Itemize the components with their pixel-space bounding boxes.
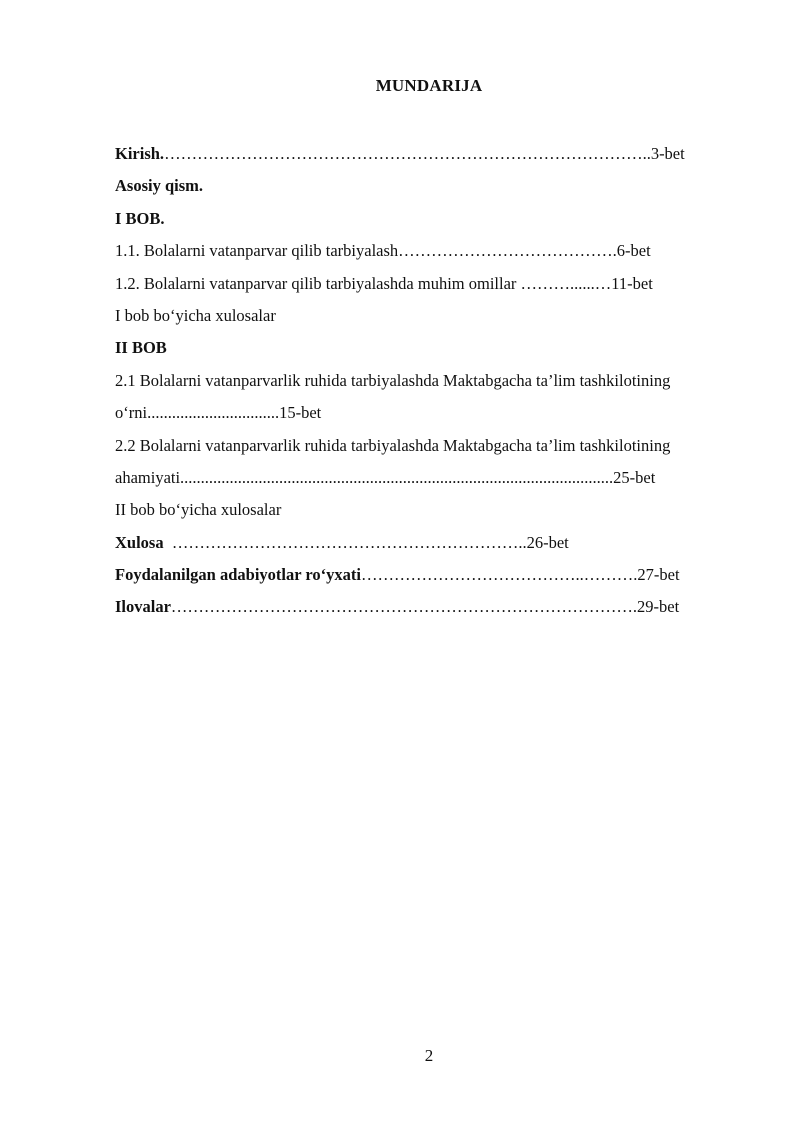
toc-entry-2-1-line1: 2.1 Bolalarni vatanparvarlik ruhida tarbiyalashda Maktabgacha ta’lim tashkilotining	[115, 370, 671, 390]
toc-entry-2-1-line2: o‘rni................................15-bet	[115, 403, 322, 423]
toc-entry-chapter-1-conclusions: I bob bo‘yicha xulosalar	[115, 305, 276, 325]
table-of-contents	[115, 138, 745, 624]
toc-entry-ilovalar	[115, 591, 745, 623]
toc-entry-adabiyotlar	[115, 559, 745, 591]
toc-entry-adabiyotlar-leader: …………………………………..……….27-bet	[361, 565, 680, 585]
toc-entry-2-2-line1: 2.2 Bolalarni vatanparvarlik ruhida tarbiyalashda Maktabgacha ta’lim tashkilotining	[115, 435, 671, 455]
toc-entry-chapter-2-conclusions: II bob bo‘yicha xulosalar	[115, 500, 282, 520]
toc-entry-2-2-line2: ahamiyati.........................................................................................................25-bet	[115, 467, 656, 487]
toc-entry-kirish-label: Kirish.	[115, 144, 165, 163]
toc-entry-xulosa-label: Xulosa	[115, 532, 164, 552]
toc-entry-kirish	[115, 138, 745, 170]
page-number: 2	[424, 1046, 434, 1065]
toc-section-asosiy: Asosiy qism.	[115, 176, 204, 196]
toc-entry-kirish-leader: ……………………………………………………………………………..3-bet	[164, 144, 685, 163]
toc-entry-ilovalar-leader: ………………………………………………………………………….29-bet	[170, 597, 680, 617]
toc-chapter-1-heading: I BOB.	[115, 208, 165, 228]
toc-entry-adabiyotlar-label: Foydalanilgan adabiyotlar ro‘yxati	[115, 565, 362, 585]
toc-entry-1-1: 1.1. Bolalarni vatanparvar qilib tarbiyalash………………………………….6-bet	[115, 241, 651, 261]
toc-chapter-2-heading: II BOB	[115, 338, 167, 358]
toc-entry-xulosa	[115, 527, 745, 559]
toc-entry-xulosa-leader: ………………………………………………………..26-bet	[163, 532, 569, 552]
toc-entry-1-2: 1.2. Bolalarni vatanparvar qilib tarbiyalashda muhim omillar ………......…11-bet	[115, 273, 653, 293]
page-title: MUNDARIJA	[375, 76, 483, 95]
toc-entry-ilovalar-label: Ilovalar	[115, 597, 171, 617]
